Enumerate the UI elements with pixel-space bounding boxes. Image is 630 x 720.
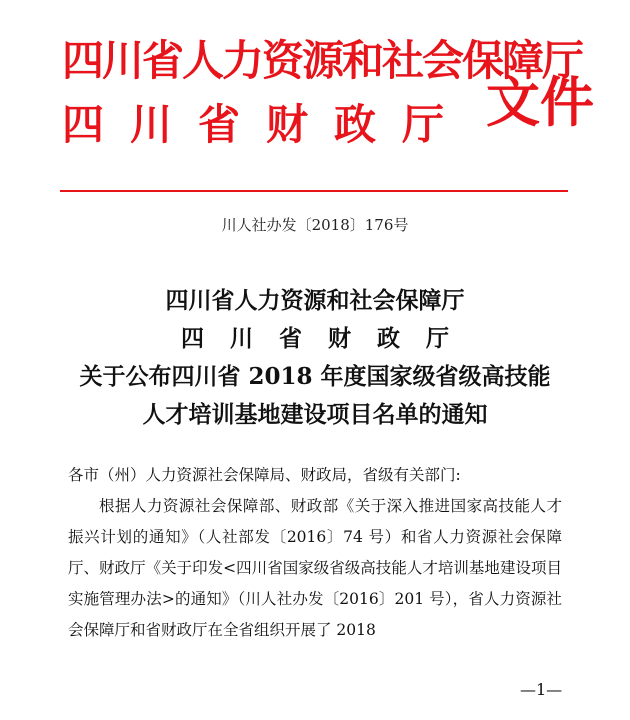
document-number: 川人社办发〔2018〕176号 xyxy=(221,216,409,234)
title-line-3: 关于公布四川省 2018 年度国家级省级高技能 xyxy=(79,363,551,390)
title-line-2: 四川省财政厅 xyxy=(181,325,475,352)
body-paragraph: 根据人力资源社会保障部、财政部《关于深入推进国家高技能人才振兴计划的通知》（人社部发〔2016〕74 号）和省人力资源社会保障厅、财政厅《关于印发<四川省国家级省级高技能人才培训基地建设项目实施管理办法>的通知》（川人社办发〔2016〕201 号），省人力资源社会保障厅和省财政厅在全省组织开展了 2018 xyxy=(68,497,562,639)
title-line-1: 四川省人力资源和社会保障厅 xyxy=(165,287,465,314)
document-body xyxy=(68,460,562,646)
page-number: —1— xyxy=(520,680,563,699)
issuer-name-finance-department: 四川省财政厅 xyxy=(62,100,471,149)
title-line-4: 人才培训基地建设项目名单的通知 xyxy=(142,401,488,428)
document-title xyxy=(0,282,630,434)
document-type-label: 文件 xyxy=(486,71,594,134)
letterhead-divider xyxy=(60,190,568,192)
salutation: 各市（州）人力资源社会保障局、财政局，省级有关部门: xyxy=(68,466,461,484)
issuer-name-hr-department: 四川省人力资源和社会保障厅 xyxy=(62,36,583,85)
